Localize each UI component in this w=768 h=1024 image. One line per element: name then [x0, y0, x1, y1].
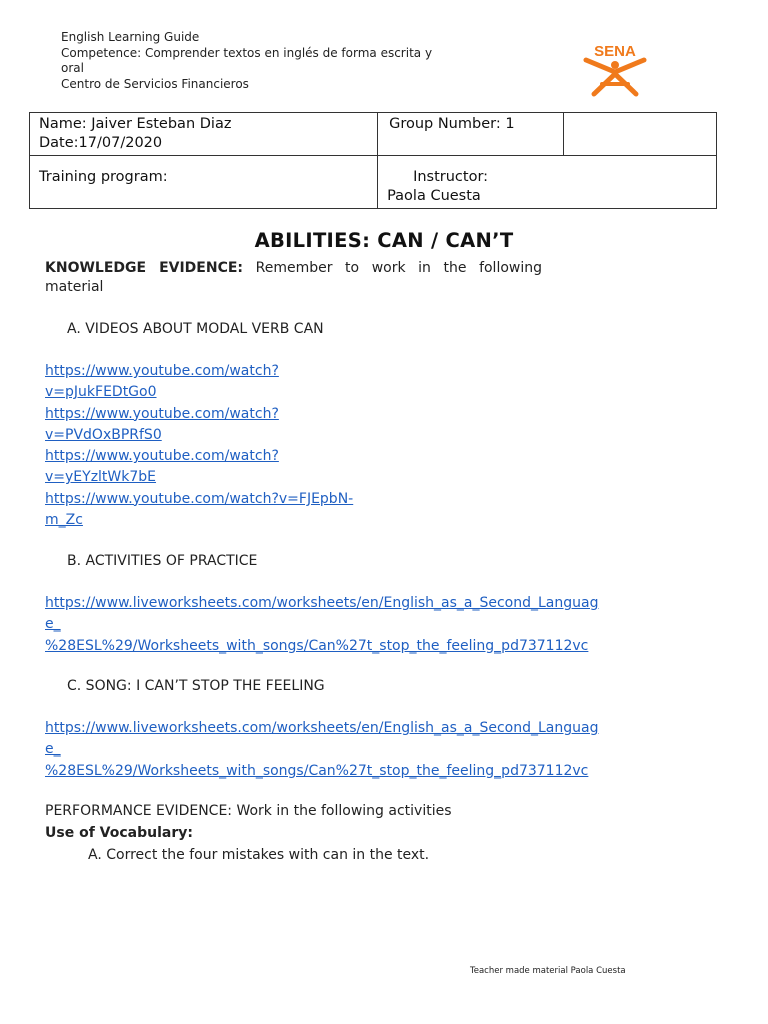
knowledge-text-cont: material	[45, 279, 104, 295]
video-link[interactable]: https://www.youtube.com/watch?v=FJEpbN-	[45, 490, 354, 507]
video-link[interactable]: https://www.youtube.com/watch?	[45, 448, 279, 465]
section-c-heading: C. SONG: I CAN’T STOP THE FEELING	[67, 678, 325, 694]
video-link[interactable]: v=PVdOxBPRfS0	[45, 426, 162, 443]
worksheet-link[interactable]: e_	[45, 616, 61, 633]
section-c-links	[45, 718, 598, 782]
vocabulary-heading: Use of Vocabulary:	[45, 825, 193, 841]
knowledge-evidence	[45, 259, 542, 297]
instructor-label: Instructor:	[413, 169, 489, 185]
group-number: Group Number: 1	[378, 113, 564, 156]
center-name: Centro de Servicios Financieros	[61, 76, 249, 91]
empty-cell	[563, 113, 716, 156]
knowledge-text: Remember to work in the following	[243, 260, 543, 276]
knowledge-label: KNOWLEDGE EVIDENCE:	[45, 260, 244, 276]
performance-text: : Work in the following activities	[227, 803, 452, 819]
video-link[interactable]: https://www.youtube.com/watch?	[45, 363, 279, 379]
video-link[interactable]: v=pJukFEDtGo0	[45, 384, 157, 401]
competence-line-cont: oral	[61, 61, 84, 75]
logo-text: SENA	[594, 43, 636, 60]
performance-label: PERFORMANCE EVIDENCE	[45, 803, 228, 819]
footer-note: Teacher made material Paola Cuesta	[470, 966, 626, 976]
section-a-heading: A. VIDEOS ABOUT MODAL VERB CAN	[67, 321, 324, 337]
worksheet-link[interactable]: %28ESL%29/Worksheets_with_songs/Can%27t_stop_the_feeling_pd737112vc	[45, 637, 589, 654]
student-info-table	[29, 112, 717, 209]
training-program: Training program:	[30, 156, 378, 209]
section-b-heading: B. ACTIVITIES OF PRACTICE	[67, 553, 258, 569]
song-link[interactable]: https://www.liveworksheets.com/worksheets/en/English_as_a_Second_Languag	[45, 720, 599, 736]
instructor-cell	[378, 156, 717, 209]
document-header	[61, 30, 461, 92]
page-title: ABILITIES: CAN / CAN’T	[254, 229, 514, 252]
sena-logo	[580, 40, 650, 98]
student-name: Name: Jaiver Esteban Diaz	[39, 116, 232, 132]
exercise-a: A. Correct the four mistakes with can in the text.	[88, 847, 430, 863]
section-a-links	[45, 361, 353, 531]
video-link[interactable]: v=yEYzltWk7bE	[45, 469, 157, 486]
song-link[interactable]: e_	[45, 741, 61, 758]
worksheet-link[interactable]: https://www.liveworksheets.com/worksheets/en/English_as_a_Second_Languag	[45, 595, 599, 611]
guide-title: English Learning Guide	[61, 30, 200, 44]
name-date-cell	[30, 113, 378, 156]
performance-evidence	[45, 802, 452, 865]
competence-line: Competence: Comprender textos en inglés de forma escrita y	[61, 45, 433, 60]
song-link[interactable]: %28ESL%29/Worksheets_with_songs/Can%27t_stop_the_feeling_pd737112vc	[45, 762, 589, 779]
video-link[interactable]: https://www.youtube.com/watch?	[45, 405, 279, 422]
instructor-name: Paola Cuesta	[387, 188, 481, 204]
date: Date:17/07/2020	[39, 135, 163, 151]
video-link[interactable]: m_Zc	[45, 512, 83, 529]
section-b-links	[45, 593, 598, 657]
